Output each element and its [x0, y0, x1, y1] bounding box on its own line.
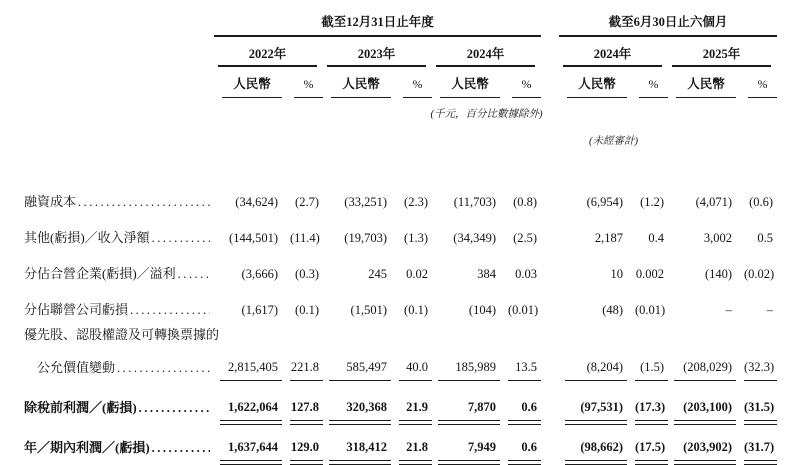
percent-header-cell: % [294, 70, 323, 98]
value-cell: (17.3) [627, 381, 668, 421]
value-cell: (208,029) [668, 343, 736, 381]
row-label: 除稅前利潤／(虧損) [24, 400, 137, 415]
row-label: 公允價值變動 [37, 360, 116, 375]
value-cell: (144,501) [229, 231, 278, 245]
value-cell: 129.0 [282, 421, 323, 461]
leader-dots [78, 194, 210, 210]
units-note-row [24, 98, 777, 121]
value-cell: 21.8 [391, 421, 432, 461]
currency-header-row [24, 67, 777, 98]
value-cell: 320,368 [323, 381, 391, 421]
percent-header-cell: % [403, 70, 432, 98]
value-cell: (0.01) [635, 303, 666, 317]
value-cell: (0.6) [749, 195, 774, 209]
value-cell: (1,501) [350, 303, 387, 317]
value-cell: (0.01) [508, 303, 539, 317]
value-cell: 185,989 [432, 343, 500, 381]
table-row [24, 174, 777, 210]
year-header-2023: 2023年 [327, 37, 426, 67]
currency-header-cell: 人民幣 [567, 67, 627, 98]
value-cell: 221.8 [282, 343, 323, 381]
value-cell: (0.3) [295, 267, 319, 281]
value-cell: – [725, 303, 733, 317]
value-cell: 0.03 [515, 267, 538, 281]
currency-header-cell: 人民幣 [331, 67, 391, 98]
table-row [24, 381, 777, 421]
value-cell: 1,622,064 [214, 381, 282, 421]
row-label: 融資成本 [24, 194, 77, 209]
table-body [24, 174, 777, 461]
value-cell: (3,666) [241, 267, 278, 281]
financial-table [24, 10, 777, 461]
table-row [24, 210, 777, 246]
value-cell: 0.4 [648, 231, 665, 245]
value-cell: 1,637,644 [214, 421, 282, 461]
value-cell: (34,349) [453, 231, 496, 245]
leader-dots [139, 400, 210, 416]
value-cell: 318,412 [323, 421, 391, 461]
period-header-row [24, 10, 777, 36]
leader-dots [130, 302, 210, 318]
value-cell: (1.5) [627, 343, 668, 381]
value-cell: (2.7) [295, 195, 319, 209]
row-label: 優先股、認股權證及可轉換票據的 [24, 327, 220, 342]
value-cell: – [766, 303, 774, 317]
value-cell: (11,703) [453, 195, 496, 209]
value-cell: 2,815,405 [214, 343, 282, 381]
year-header-2022: 2022年 [218, 37, 317, 67]
value-cell: 0.02 [406, 267, 428, 281]
value-cell: (1.2) [640, 195, 665, 209]
leader-dots [152, 230, 210, 246]
table-row [24, 246, 777, 282]
year-header-row [24, 36, 777, 67]
value-cell: (1,617) [241, 303, 278, 317]
year-header-2024-interim: 2024年 [563, 37, 662, 67]
value-cell: (97,531) [559, 381, 627, 421]
leader-dots [117, 360, 210, 376]
value-cell: (0.1) [295, 303, 319, 317]
value-cell: (4,071) [695, 195, 733, 209]
value-cell: (6,954) [586, 195, 624, 209]
value-cell: (104) [468, 303, 496, 317]
value-cell: (98,662) [559, 421, 627, 461]
value-cell: (32.3) [736, 343, 777, 381]
value-cell: 585,497 [323, 343, 391, 381]
units-note: (千元，百分比數據除外) [430, 109, 543, 120]
value-cell: (31.7) [736, 421, 777, 461]
period-group-annual-title: 截至12月31日止年度 [321, 15, 434, 29]
value-cell: 245 [368, 267, 387, 281]
value-cell: 127.8 [282, 381, 323, 421]
value-cell: 7,949 [432, 421, 500, 461]
value-cell: (8,204) [559, 343, 627, 381]
table-row [24, 282, 777, 318]
value-cell: 21.9 [391, 381, 432, 421]
value-cell: (0.8) [513, 195, 538, 209]
value-cell: 3,002 [703, 231, 733, 245]
value-cell: 10 [610, 267, 624, 281]
period-group-interim [559, 10, 777, 36]
value-cell: (140) [704, 267, 733, 281]
currency-header-cell: 人民幣 [676, 67, 736, 98]
year-header-2024: 2024年 [436, 37, 535, 67]
value-cell: 7,870 [432, 381, 500, 421]
value-cell: 0.6 [500, 381, 541, 421]
value-cell: (19,703) [344, 231, 387, 245]
value-cell: (34,624) [235, 195, 278, 209]
value-cell: (48) [602, 303, 624, 317]
year-header-2025: 2025年 [672, 37, 771, 67]
value-cell: (0.02) [744, 267, 775, 281]
period-group-interim-title: 截至6月30日止六個月 [608, 15, 728, 29]
value-cell: 0.6 [500, 421, 541, 461]
percent-header-cell: % [639, 70, 668, 98]
value-cell: (2.3) [404, 195, 428, 209]
value-cell: 0.002 [635, 267, 665, 281]
unaudited-note: (未經審計) [589, 136, 639, 147]
value-cell: 2,187 [594, 231, 624, 245]
value-cell: (31.5) [736, 381, 777, 421]
table-row [24, 343, 777, 381]
value-cell: (2.5) [513, 231, 538, 245]
value-cell: 13.5 [500, 343, 541, 381]
value-cell: 0.5 [757, 231, 774, 245]
currency-header-cell: 人民幣 [222, 67, 282, 98]
row-label: 分佔聯營公司虧損 [24, 302, 129, 317]
value-cell: 40.0 [391, 343, 432, 381]
period-group-annual [214, 10, 541, 36]
unaudited-note-row [24, 121, 777, 148]
percent-header-cell: % [748, 70, 777, 98]
table-row [24, 421, 777, 461]
value-cell: (203,902) [668, 421, 736, 461]
table-row-prelabel [24, 318, 777, 343]
value-cell: (33,251) [344, 195, 387, 209]
value-cell: 384 [477, 267, 496, 281]
row-label: 其他(虧損)／收入淨額 [24, 230, 150, 245]
leader-dots [178, 266, 210, 282]
value-cell: (1.3) [404, 231, 428, 245]
value-cell: (11.4) [290, 231, 320, 245]
percent-header-cell: % [512, 70, 541, 98]
value-cell: (17.5) [627, 421, 668, 461]
value-cell: (203,100) [668, 381, 736, 421]
value-cell: (0.1) [404, 303, 428, 317]
row-label: 分佔合營企業(虧損)／溢利 [24, 266, 176, 281]
currency-header-cell: 人民幣 [440, 67, 500, 98]
leader-dots [152, 440, 210, 456]
row-label: 年／期內利潤／(虧損) [24, 440, 150, 455]
